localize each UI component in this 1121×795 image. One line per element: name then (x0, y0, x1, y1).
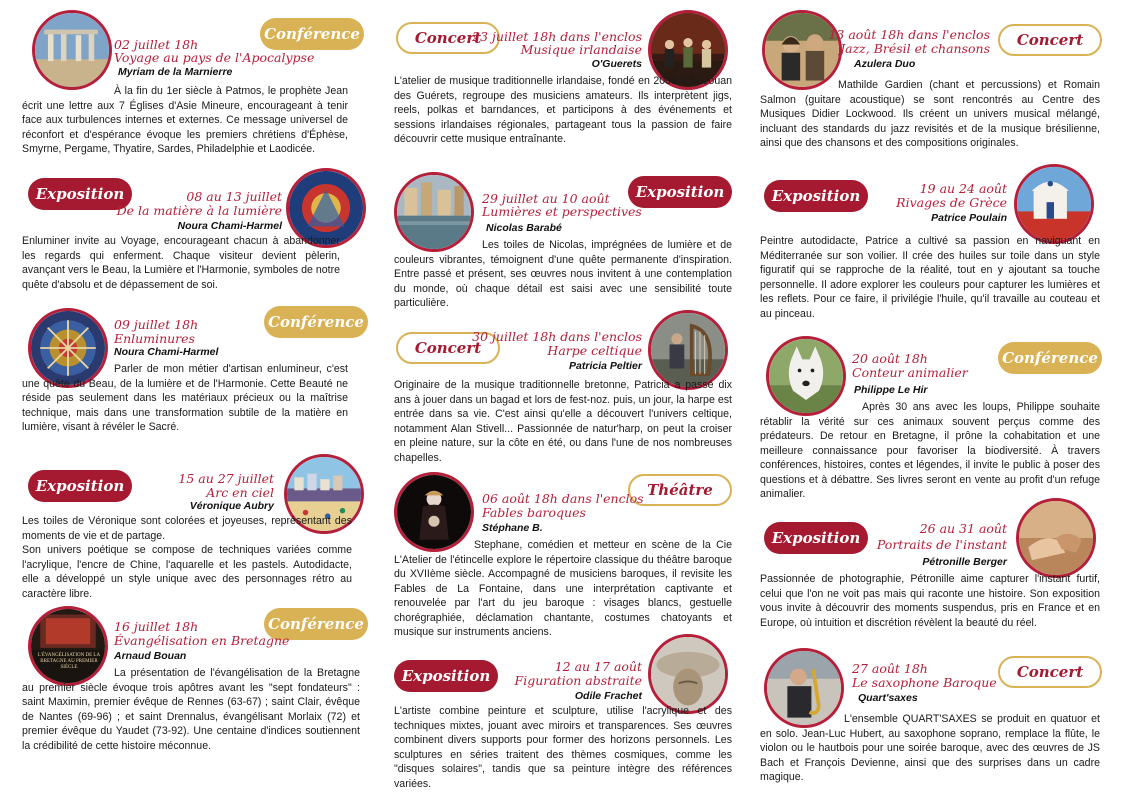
sculpture-head-thumbnail (648, 634, 728, 714)
event-conteur-animalier (760, 336, 1105, 506)
event-type-badge: Concert (998, 24, 1102, 56)
event-date: 02 juillet 18h (114, 37, 199, 52)
event-type-badge: Exposition (394, 660, 498, 692)
event-title: Rivages de Grèce (896, 195, 1007, 210)
event-artist: Patricia Peltier (569, 360, 642, 372)
event-date: 16 juillet 18h (114, 619, 199, 634)
description-paragraph: L'atelier de musique traditionnelle irlandaise, fondé en 2009 à St Jouan des Guérets, regroupe des musiciens amateurs. Ils interprètent jigs, reels, polkas et barndances, et participons à des événements et sessions irlandaises régionales, partageant tous la passion de faire découvrir cette musique entraînante. (394, 75, 732, 145)
event-artist: Pétronille Berger (922, 556, 1007, 568)
event-description (22, 84, 348, 157)
event-date: 30 juillet 18h dans l'enclos (472, 329, 642, 344)
description-paragraph: Stephane, comédien et metteur en scène de la Cie L'Atelier de l'étincelle explore le répertoire classique du théâtre baroque du XVIIème siècle. Accompagné de musiciens baroques, il revisite les Fables de La Fontaine, dans une interprétation captivante et renouvelée par l'art du jeu baroque : visages blancs, gestuelle chorégraphiée, déclamation chantante, costumes chatoyants et musique sur instruments anciens. (394, 539, 732, 638)
description-paragraph: Mathilde Gardien (chant et percussions) et Romain Salmon (guitare acoustique) se sont rencontrés au Centre des Musiques Didier Lockwood. Ils créent un univers musical mélangé, incluant des standards du jazz revisités et de la musique brésilienne, ainsi que des chansons et des compositions originales. (760, 79, 1100, 149)
event-description (394, 238, 732, 311)
event-portraits-instant (760, 500, 1105, 640)
description-paragraph: Originaire de la musique traditionnelle bretonne, Patricia a passé dix ans à jouer dans un bagad et lors de fest-noz. puis, un jour, la harpe est entrée dans sa vie. C'est ainsi qu'elle a découvert l'univers celtique, notamment Alan Stivell... Passionnée de natur'harp, on peut la croiser en pleine nature, sur la côte en été, ou dans l'une de nos nombreuses chapelles. (394, 379, 732, 464)
event-artist: Patrice Poulain (931, 212, 1007, 224)
event-title: Le saxophone Baroque (852, 675, 997, 690)
event-title: De la matière à la lumière (116, 203, 282, 218)
event-musique-irlandaise (392, 8, 738, 168)
event-evangelisation (22, 606, 374, 786)
event-title: Voyage au pays de l'Apocalypse (114, 50, 315, 65)
event-date: 29 juillet au 10 août (482, 191, 610, 206)
event-artist: Myriam de la Marnierre (118, 66, 233, 78)
hands-photo-thumbnail (1016, 498, 1096, 578)
event-date: 27 août 18h (852, 661, 928, 676)
event-enluminures (22, 306, 374, 456)
event-artist: Azulera Duo (854, 58, 916, 70)
event-artist: Noura Chami-Harmel (177, 220, 282, 232)
event-fables-baroques (392, 472, 738, 652)
event-type-badge: Conférence (264, 608, 368, 640)
event-apocalypse (22, 10, 374, 160)
event-title: Lumières et perspectives (482, 204, 642, 219)
event-description (394, 704, 732, 791)
event-date: 13 août 18h dans l'enclos (828, 27, 990, 42)
event-date: 15 au 27 juillet (178, 471, 274, 486)
event-description (760, 712, 1100, 785)
description-paragraph: Enluminer invite au Voyage, encourageant chacun à abandonner les regards qui enferment. Chaque visiteur devient pèlerin, avançant vers le Beau, la Lumière et l'Harmonie, symboles de notre quête d'absolu et de dépassement de soi. (22, 235, 340, 291)
event-date: 23 juillet 18h dans l'enclos (472, 29, 642, 44)
event-type-badge: Exposition (28, 178, 132, 210)
event-description (394, 538, 732, 640)
event-title: Harpe celtique (547, 343, 642, 358)
event-rivages-grece (760, 166, 1105, 326)
event-artist: Stéphane B. (482, 522, 543, 534)
description-paragraph: Après 30 ans avec les loups, Philippe souhaite rétablir la vérité sur ces animaux souvent perçus comme des prédateurs. De retour en Bretagne, il prône la cohabitation et une meilleure connaissance pour favoriser la biodiversité. À travers conférences, histoires, contes et légendes, il invite le public à poser des questions et à débattre. Ses livres seront en vente au profit d'un refuge animalier. (760, 401, 1100, 500)
event-artist: O'Guerets (591, 58, 642, 70)
ruins-photo-thumbnail (32, 10, 112, 90)
event-artist: Arnaud Bouan (114, 650, 187, 662)
event-date: 26 au 31 août (919, 521, 1007, 536)
event-date: 20 août 18h (852, 351, 928, 366)
event-artist: Philippe Le Hir (854, 384, 928, 396)
event-type-badge: Exposition (28, 470, 132, 502)
event-title: Musique irlandaise (520, 42, 642, 57)
description-paragraph: L'artiste combine peinture et sculpture, utilise l'acrylique et des techniques mixtes, jouant avec miroirs et transparences. Ses œuvres combinent divers supports pour former des horizons personnels. Les sculptures en séries traitent des thèmes cosmiques, comme les "disques solaires", tandis que sa peinture intègre des références variées. (394, 705, 732, 790)
event-date: 08 au 13 juillet (186, 189, 282, 204)
event-artist: Véronique Aubry (189, 500, 274, 512)
description-paragraph: Les toiles de Nicolas, imprégnées de lumière et de couleurs vibrantes, témoignent d'une quête permanente d'inspiration. Entre passé et présent, ses œuvres nous invitent à une contemplation du monde, où chaque détail est saisi avec une sensibilité toute particulière. (394, 239, 732, 309)
event-matiere-lumiere (22, 168, 374, 298)
event-description (22, 514, 352, 601)
event-description (22, 362, 348, 435)
event-type-badge: Exposition (764, 522, 868, 554)
event-date: 06 août 18h dans l'enclos (482, 491, 644, 506)
event-description (760, 572, 1100, 630)
event-description (394, 378, 732, 465)
event-jazz-bresil (760, 8, 1105, 168)
event-description (22, 666, 360, 753)
event-description (760, 234, 1100, 321)
event-date: 19 au 24 août (919, 181, 1007, 196)
event-type-badge: Exposition (764, 180, 868, 212)
event-title: Conteur animalier (852, 365, 968, 380)
event-title: Enluminures (114, 331, 195, 346)
event-saxophone-baroque (760, 648, 1105, 794)
column-2 (392, 0, 738, 795)
event-type-badge: Concert (396, 332, 500, 364)
column-3 (760, 0, 1105, 795)
description-paragraph: Peintre autodidacte, Patrice a cultivé sa passion en naviguant en Méditerranée sur son voilier. Il crée des huiles sur toile dans un style figuratif qui se rapproche de la réalité, tout en y ajoutant sa touche personnelle. Il adore explorer les couleurs pour capturer les lumières et les reflets. Pour ce faire, il privilégie l'huile, qu'il travaille au couteau et au pinceau. (760, 235, 1100, 320)
event-artist: Nicolas Barabé (486, 222, 562, 234)
greek-house-thumbnail (1014, 164, 1094, 244)
event-type-badge: Théâtre (628, 474, 732, 506)
description-paragraph: À la fin du 1er siècle à Patmos, le prophète Jean écrit une lettre aux 7 Églises d'Asie Mineure, encourageant à tenir face aux turbulences internes et externes. Ce message universel de réconfort et d'espérance évoque les premiers chrétiens d'Éphèse, Smyrne, Pergame, Thyatire, Sardes, Philadelphie et Laodicée. (22, 85, 348, 155)
event-type-badge: Concert (396, 22, 500, 54)
description-paragraph: La présentation de l'évangélisation de la Bretagne au premier siècle évoque trois apôtres avant les "sept fondateurs" : saint Maximin, premier évêque de Rennes (63-67) ; saint Clair, évêque de Nantes (69-96) ; et saint Drennalus, évangélisant Morlaix (72) et premier évêque du Yaudet (73-92). Une centaine d'indices soutiennent la crédibilité de cette histoire méconnue. (22, 667, 360, 752)
event-artist: Noura Chami-Harmel (114, 346, 219, 358)
event-lumieres-perspectives (392, 172, 738, 322)
description-paragraph: Parler de mon métier d'artisan enlumineur, c'est une quête du Beau, de la lumière et de l'Harmonie. Cette Beauté ne réside pas seulement dans les matériaux précieux ou la maîtrise technique, mais dans une transformation subtile de la matière en lumière, visant à révéler le Sacré. (22, 363, 348, 433)
event-type-badge: Conférence (260, 18, 364, 50)
event-title: Évangélisation en Bretagne (114, 633, 290, 648)
event-type-badge: Concert (998, 656, 1102, 688)
event-artist: Odile Frachet (574, 690, 642, 702)
event-description (760, 400, 1100, 502)
column-1 (22, 0, 374, 795)
event-type-badge: Conférence (264, 306, 368, 338)
event-date: 12 au 17 août (554, 659, 642, 674)
event-artist: Quart'saxes (858, 692, 918, 704)
description-paragraph: Son univers poétique se compose de techniques variées comme l'acrylique, l'encre de Chine, l'aquarelle et les pastels. Autodidacte, elle a développé un style unique avec des personnages rétro au caractère libre. (22, 544, 352, 600)
description-paragraph: Passionnée de photographie, Pétronille aime capturer l'instant furtif, celui que l'on ne voit pas mais qui raconte une histoire. Son exposition vous invite à découvrir des moments suspendus, pris en France et en Europe, où intuition et discrétion révèlent la beauté du réel. (760, 573, 1100, 629)
event-harpe-celtique (392, 310, 738, 470)
event-description (760, 78, 1100, 151)
event-title: Fables baroques (482, 505, 586, 520)
event-figuration-abstraite (392, 636, 738, 794)
event-date: 09 juillet 18h (114, 317, 199, 332)
event-arc-en-ciel (22, 460, 374, 600)
event-title: Arc en ciel (206, 485, 274, 500)
book-cover-caption: L'ÉVANGÉLISATION DE LA BRETAGNE AU PREMIER SIÈCLE (37, 653, 101, 670)
event-description (22, 234, 340, 292)
description-paragraph: Les toiles de Véronique sont colorées et joyeuses, représentant des moments de vie et de partage. (22, 515, 352, 542)
event-type-badge: Exposition (628, 176, 732, 208)
event-title: Jazz, Brésil et chansons (840, 41, 990, 56)
event-title: Figuration abstraite (514, 673, 642, 688)
event-title: Portraits de l'instant (876, 537, 1007, 552)
event-description (394, 74, 732, 147)
description-paragraph: L'ensemble QUART'SAXES se produit en quatuor et en solo. Jean-Luc Hubert, au saxophone soprano, remplace la flûte, le violon ou le hautbois pour une soirée baroque, avec des œuvres de JS Bach et François Devienne, ainsi que des surprises dans un cadre magique. (760, 713, 1100, 783)
event-type-badge: Conférence (998, 342, 1102, 374)
